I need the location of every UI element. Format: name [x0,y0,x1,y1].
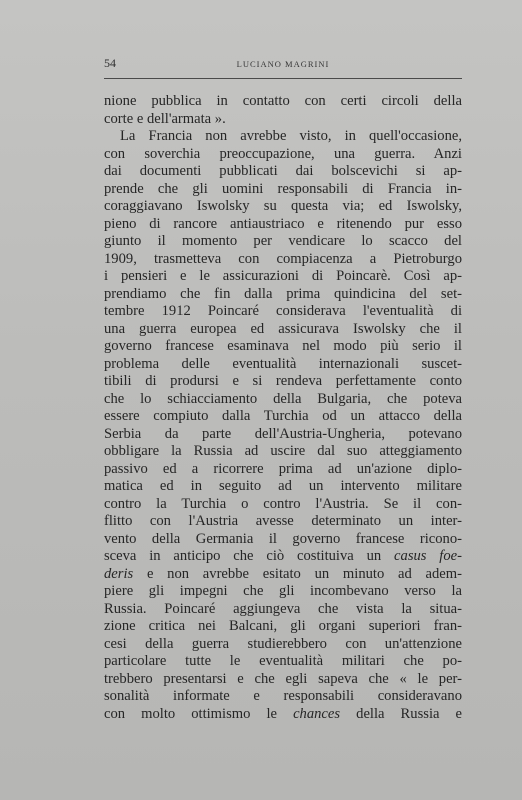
text-line [104,548,462,566]
text-line: i pensieri e le assicurazioni di Poincarè. Così ap- [104,268,462,284]
text-line: prende che gli uomini responsabili di Francia in- [104,180,462,197]
text-line: prendiamo che fin dalla prima quindicina del set- [104,285,462,302]
page-header [104,56,462,72]
text-line: piere gli impegni che gli incombevano verso la [104,583,462,599]
page-number: 54 [104,56,116,70]
text-line: essere compiuto dalla Turchia od un attacco della [104,408,462,424]
text-line: 1909, trasmetteva con compiacenza a Pietroburgo [104,250,462,267]
text-line: particolare tutte le eventualità militari che po- [104,653,462,669]
text-line: giunto il momento per vendicare lo scacco del [104,233,462,249]
text-line: sonalità informate e responsabili consideravano [104,688,462,704]
text-line: zione critica nei Balcani, gli organi superiori fran- [104,618,462,634]
text-segment: con molto ottimismo le [104,705,277,722]
text-line: pieno di rancore antiaustriaco e ritenendo pur esso [104,215,462,232]
text-line: corte e dell'armata ». [104,110,226,127]
text-line: Serbia da parte dell'Austria-Ungheria, potevano [104,425,462,442]
text-line: matica ed in seguito ad un intervento militare [104,478,462,494]
text-line [104,566,462,584]
body-text [104,93,462,723]
text-line: trebbero presentarsi e che egli sapeva che « le per- [104,670,462,687]
italic-phrase: casus foe- [394,548,462,564]
italic-phrase: chances [293,705,341,722]
text-line: una guerra europea ed assicurava Iswolsky che il [104,320,462,337]
text-line: tembre 1912 Poincaré considerava l'eventualità di [104,303,462,319]
text-line: tibili di prodursi e si rendeva perfettamente conto [104,373,462,389]
text-line: cesi della guerra studierebbero con un'attenzione [104,635,462,652]
text-line: contro la Turchia o contro l'Austria. Se il con- [104,495,462,512]
text-line: La Francia non avrebbe visto, in quell'occasione, [120,128,462,144]
text-line: obbligare la Russia ad uscire dal suo atteggiamento [104,443,462,459]
italic-phrase: deris [104,565,134,582]
header-rule [104,78,462,79]
text-line [104,706,462,724]
text-line: dai documenti pubblicati dai bolscevichi si ap- [104,163,462,179]
text-line: vento della Germania il governo francese ricono- [104,530,462,547]
text-line: passivo ed a ricorrere prima ad un'azione diplo- [104,460,462,477]
text-line: nione pubblica in contatto con certi circoli della [104,93,462,109]
running-head: LUCIANO MAGRINI [236,59,330,69]
text-segment: della Russia e [356,705,462,722]
text-line: flitto con l'Austria avesse determinato un inter- [104,513,462,529]
text-line: coraggiavano Iswolsky su questa via; ed Iswolsky, [104,198,462,214]
text-segment: sceva in anticipo che ciò costituiva un [104,548,382,564]
text-line: governo francese esaminava nel modo più serio il [104,338,462,354]
text-line: problema delle eventualità internazionali suscet- [104,355,462,372]
text-segment: e non avrebbe esitato un minuto ad adem- [146,565,462,582]
text-line: con soverchia preoccupazione, una guerra. Anzi [104,145,462,162]
text-line: che lo schiacciamento della Bulgaria, che poteva [104,390,462,407]
text-line: Russia. Poincaré aggiungeva che vista la situa- [104,600,462,617]
